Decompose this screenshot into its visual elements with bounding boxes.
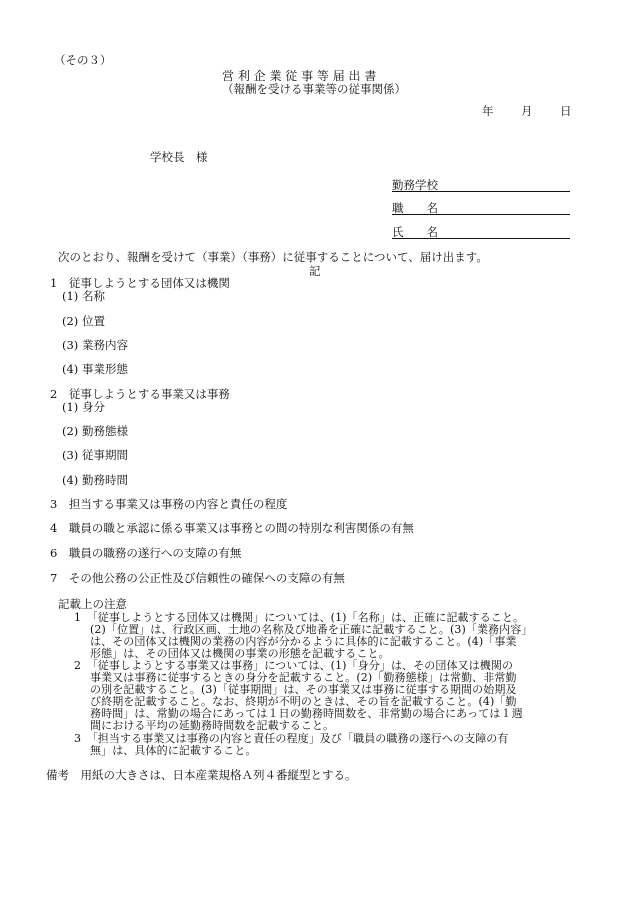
section-1-heading: 1 従事しようとする団体又は機関	[50, 276, 230, 290]
school-label: 勤務学校	[392, 178, 438, 192]
note-line: 形態」は、その団体又は機関の事業の形態を記載すること。	[90, 647, 390, 660]
date-month: 月	[521, 104, 533, 118]
section-1-item-business: (3) 業務内容	[62, 338, 128, 352]
section-2-item-hours: (4) 勤務時間	[62, 473, 128, 487]
name-label: 氏 名	[392, 225, 438, 239]
note-line: 間における平均の延勤務時間数を記載すること。	[90, 719, 335, 732]
note-line: (2)「位置」は、行政区画、土地の名称及び地番を正確に記載すること。(3)「業務内容」	[90, 623, 533, 636]
note-line: 2 「従事しようとする事業又は事務」については、(1)「身分」は、その団体又は機関の	[74, 659, 514, 672]
note-line: 無」は、具体的に記載すること。	[90, 744, 257, 757]
section-7-heading: 7 その他公務の公正性及び信頼性の確保への支障の有無	[50, 571, 345, 585]
section-2-item-work-style: (2) 勤務態様	[62, 424, 128, 438]
date-day: 日	[560, 104, 572, 118]
note-line: び終期を記載すること。なお、終期が不明のときは、その旨を記載すること。(4)「勤	[90, 695, 517, 708]
section-6-heading: 6 職員の職務の遂行への支障の有無	[50, 546, 242, 560]
addressee: 学校長 様	[150, 150, 208, 164]
notes-title: 記載上の注意	[58, 597, 127, 611]
section-1-item-form: (4) 事業形態	[62, 362, 128, 376]
note-line: の別を記載すること。(3)「従事期間」は、その事業又は事務に従事する期間の始期及	[90, 683, 517, 696]
section-2-heading: 2 従事しようとする事業又は事務	[50, 387, 230, 401]
note-line: 3 「担当する事業又は事務の内容と責任の程度」及び「職員の職務の遂行への支障の有	[74, 732, 509, 745]
ki-label: 記	[309, 264, 321, 278]
date-year: 年	[482, 104, 494, 118]
intro-text: 次のとおり、報酬を受けて（事業）（事務）に従事することについて、届け出ます。	[58, 250, 488, 264]
note-line: 1 「従事しようとする団体又は機関」については、(1)「名称」は、正確に記載すること。	[74, 611, 525, 624]
position-label: 職 名	[392, 201, 438, 215]
name-field[interactable]	[392, 224, 570, 240]
position-field[interactable]	[392, 200, 570, 216]
form-number: （その３）	[54, 53, 112, 67]
note-line: 事業又は事務に従事するときの身分を記載すること。(2)「勤務態様」は常勤、非常勤	[90, 671, 517, 684]
document-title: 営 利 企 業 従 事 等 届 出 書	[222, 69, 377, 83]
note-line: は、その団体又は機関の業務の内容が分かるように具体的に記載すること。(4)「事業	[90, 635, 517, 648]
note-line: 務時間」は、常勤の場合にあっては１日の勤務時間数を、非常勤の場合にあっては１週	[90, 707, 523, 720]
document-subtitle: （報酬を受ける事業等の従事関係）	[222, 82, 406, 96]
remarks: 備考 用紙の大きさは、日本産業規格Ａ列４番縦型とする。	[46, 768, 357, 782]
school-field[interactable]	[392, 177, 570, 193]
section-2-item-period: (3) 従事期間	[62, 448, 128, 462]
section-1-item-location: (2) 位置	[62, 314, 105, 328]
section-1-item-name: (1) 名称	[62, 289, 105, 303]
section-4-heading: 4 職員の職と承認に係る事業又は事務との間の特別な利害関係の有無	[50, 521, 414, 535]
section-3-heading: 3 担当する事業又は事務の内容と責任の程度	[50, 497, 288, 511]
section-2-item-status: (1) 身分	[62, 400, 105, 414]
